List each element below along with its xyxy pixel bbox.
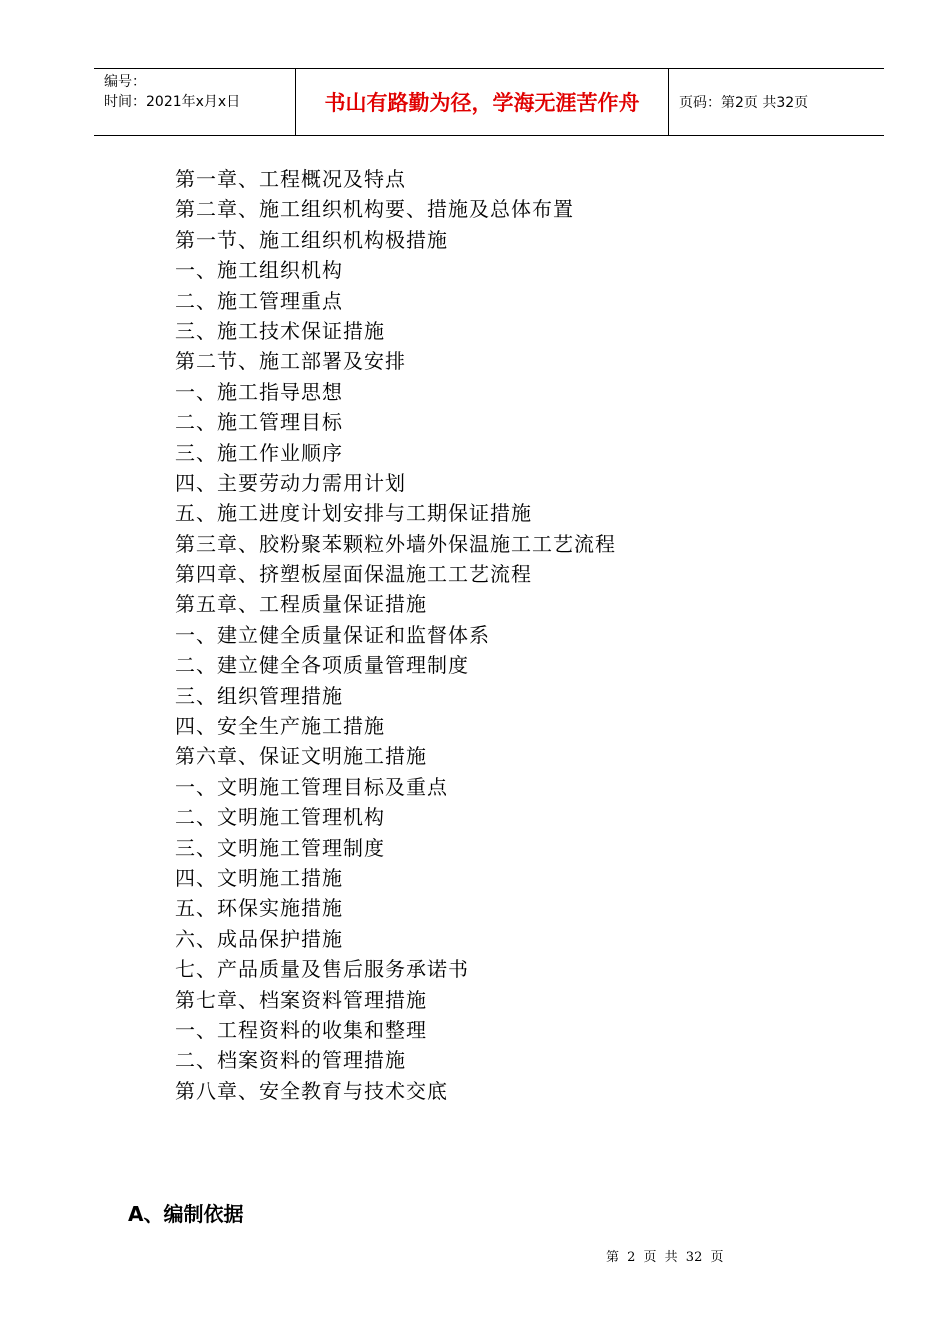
toc-entry: 第四章、挤塑板屋面保温施工工艺流程 <box>175 562 532 587</box>
toc-entry: 四、安全生产施工措施 <box>175 714 385 739</box>
toc-entry: 第二节、施工部署及安排 <box>175 349 406 374</box>
toc-entry: 第八章、安全教育与技术交底 <box>175 1078 448 1103</box>
toc-entry: 三、施工技术保证措施 <box>175 318 385 343</box>
toc-entry: 四、主要劳动力需用计划 <box>175 470 406 495</box>
toc-entry: 七、产品质量及售后服务承诺书 <box>175 957 469 982</box>
toc-entry: 一、建立健全质量保证和监督体系 <box>175 622 490 647</box>
toc-entry: 第五章、工程质量保证措施 <box>175 592 427 617</box>
toc-entry: 第一节、施工组织机构极措施 <box>175 227 448 252</box>
toc-entry: 五、环保实施措施 <box>175 896 343 921</box>
page-footer: 第 2 页 共 32 页 <box>606 1250 724 1265</box>
section-heading: A、编制依据 <box>128 1202 244 1226</box>
toc-entry: 二、施工管理重点 <box>175 288 343 313</box>
toc-entry: 二、施工管理目标 <box>175 410 343 435</box>
header-motto: 书山有路勤为径，学海无涯苦作舟 <box>295 69 669 135</box>
toc-entry: 第一章、工程概况及特点 <box>175 167 406 191</box>
toc-entry: 五、施工进度计划安排与工期保证措施 <box>175 501 532 526</box>
document-number-label: 编号： <box>104 74 146 90</box>
toc-entry: 六、成品保护措施 <box>175 926 343 951</box>
toc-entry: 三、组织管理措施 <box>175 683 343 708</box>
toc-entry: 三、文明施工管理制度 <box>175 835 385 860</box>
toc-entry: 第三章、胶粉聚苯颗粒外墙外保温施工工艺流程 <box>175 531 616 556</box>
toc-entry: 第七章、档案资料管理措施 <box>175 987 427 1012</box>
toc-entry: 一、施工组织机构 <box>175 258 343 283</box>
page-header <box>94 68 884 136</box>
toc-entry: 三、施工作业顺序 <box>175 440 343 465</box>
document-time-label: 时间：2021年x月x日 <box>104 94 241 110</box>
table-of-contents <box>175 164 616 1106</box>
toc-entry: 第六章、保证文明施工措施 <box>175 744 427 769</box>
header-meta <box>94 69 295 135</box>
toc-entry: 二、文明施工管理机构 <box>175 805 385 830</box>
toc-entry: 二、档案资料的管理措施 <box>175 1048 406 1073</box>
toc-entry: 一、文明施工管理目标及重点 <box>175 774 448 799</box>
header-page-info: 页码：第2页 共32页 <box>679 95 809 111</box>
toc-entry: 四、文明施工措施 <box>175 865 343 890</box>
toc-entry: 一、工程资料的收集和整理 <box>175 1017 427 1042</box>
toc-entry: 二、建立健全各项质量管理制度 <box>175 653 469 678</box>
toc-entry: 第二章、施工组织机构要、措施及总体布置 <box>175 197 574 222</box>
toc-entry: 一、施工指导思想 <box>175 379 343 404</box>
